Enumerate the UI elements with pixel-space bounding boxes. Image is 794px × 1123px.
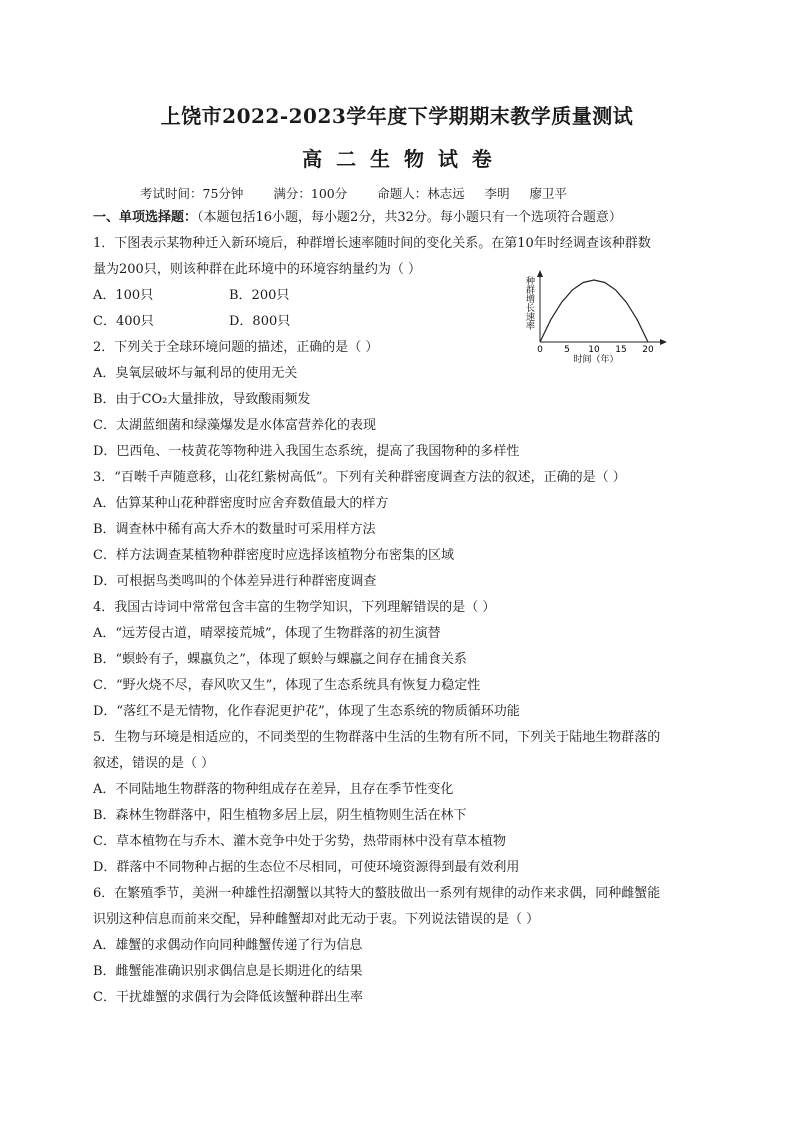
x-tick-label: 15	[615, 345, 627, 355]
q4-option-c: C．“野火烧不尽，春风吹又生”，体现了生态系统具有恢复力稳定性	[93, 678, 481, 693]
q1-option-d: D．800只	[229, 314, 291, 329]
q1-stem-line1: 1．下图表示某物种迁入新环境后，种群增长速率随时间的变化关系。在第10年时经调查该种群数	[93, 236, 651, 251]
full-score: 满分：100分	[273, 186, 348, 201]
q6-option-b: B．雌蟹能准确识别求偶信息是长期进化的结果	[93, 964, 363, 979]
q1-stem-line2: 量为200只，则该种群在此环境中的环境容纳量约为（ ）	[93, 262, 421, 277]
x-tick-label: 5	[564, 345, 570, 355]
q3-stem: 3．“百啭千声随意移，山花红紫树高低”。下列有关种群密度调查方法的叙述，正确的是（ ）	[93, 470, 626, 485]
q5-stem-line1: 5．生物与环境是相适应的，不同类型的生物群落中生活的生物有所不同，下列关于陆地生物群落的	[93, 730, 661, 745]
x-tick-label: 0	[537, 345, 543, 355]
chart-y-label: 种群增长速率	[524, 276, 534, 330]
x-tick-label: 10	[588, 345, 600, 355]
q1-option-b: B．200只	[229, 288, 290, 303]
q4-option-a: A．“远芳侵古道，晴翠接荒城”，体现了生物群落的初生演替	[93, 626, 441, 641]
authors: 命题人：林志远 李明 廖卫平	[377, 186, 567, 201]
q5-option-c: C．草本植物在与乔木、灌木竞争中处于劣势，热带雨林中没有草本植物	[93, 834, 506, 849]
q6-stem-line1: 6．在繁殖季节，美洲一种雄性招潮蟹以其特大的螯肢做出一系列有规律的动作来求偶，同种雌蟹能	[93, 886, 661, 901]
q6-option-a: A．雄蟹的求偶动作向同种雌蟹传递了行为信息	[93, 938, 363, 953]
q5-stem-line2: 叙述，错误的是（ ）	[93, 756, 215, 771]
chart-x-label: 时间（年）	[573, 355, 619, 365]
q1-option-a: A．100只	[93, 288, 154, 303]
section-desc: （本题包括16小题，每小题2分，共32分。每小题只有一个选项符合题意）	[197, 210, 622, 225]
q5-option-d: D．群落中不同物种占据的生态位不尽相同，可使环境资源得到最有效利用	[93, 860, 520, 875]
q6-stem-line2: 识别这种信息而前来交配，异种雌蟹却对此无动于衷。下列说法错误的是（ ）	[93, 912, 540, 927]
q4-option-b: B．“螟蛉有子，蜾蠃负之”，体现了螟蛉与蜾蠃之间存在捕食关系	[93, 652, 467, 667]
q2-option-d: D．巴西龟、一枝黄花等物种进入我国生态系统，提高了我国物种的多样性	[93, 444, 520, 459]
section-heading	[93, 206, 622, 225]
q3-option-d: D．可根据鸟类鸣叫的个体差异进行种群密度调查	[93, 574, 377, 589]
section-title: 一、单项选择题：	[93, 210, 198, 225]
q6-option-c: C．干扰雄蟹的求偶行为会降低该蟹种群出生率	[93, 990, 363, 1005]
q4-stem: 4．我国古诗词中常常包含丰富的生物学知识，下列理解错误的是（ ）	[93, 600, 496, 615]
q1-option-c: C．400只	[93, 314, 154, 329]
x-tick-label: 20	[642, 345, 654, 355]
growth-rate-chart	[520, 268, 670, 368]
exam-info	[140, 184, 593, 202]
q3-option-b: B．调查林中稀有高大乔木的数量时可采用样方法	[93, 522, 376, 537]
q4-option-d: D．“落红不是无情物，化作春泥更护花”，体现了生态系统的物质循环功能	[93, 704, 520, 719]
page-subtitle: 高 二 生 物 试 卷	[302, 147, 492, 171]
q3-option-a: A．估算某种山花种群密度时应舍弃数值最大的样方	[93, 496, 389, 511]
q1-options-row1	[93, 284, 365, 303]
q3-option-c: C．样方法调查某植物种群密度时应选择该植物分布密集的区域	[93, 548, 454, 563]
q2-option-a: A．臭氧层破坏与氟利昂的使用无关	[93, 366, 298, 381]
q5-option-b: B．森林生物群落中，阳生植物多居上层，阴生植物则生活在林下	[93, 808, 467, 823]
q5-option-a: A．不同陆地生物群落的物种组成存在差异，且存在季节性变化	[93, 782, 454, 797]
q2-option-b: B．由于CO₂大量排放，导致酸雨频发	[93, 392, 311, 407]
page-title: 上饶市2022-2023学年度下学期期末教学质量测试	[160, 104, 634, 128]
exam-time: 考试时间：75分钟	[140, 186, 244, 201]
q2-stem: 2．下列关于全球环境问题的描述，正确的是（ ）	[93, 340, 379, 355]
growth-rate-curve	[540, 280, 648, 342]
q1-options-row2	[93, 310, 365, 329]
q2-option-c: C．太湖蓝细菌和绿藻爆发是水体富营养化的表现	[93, 418, 376, 433]
